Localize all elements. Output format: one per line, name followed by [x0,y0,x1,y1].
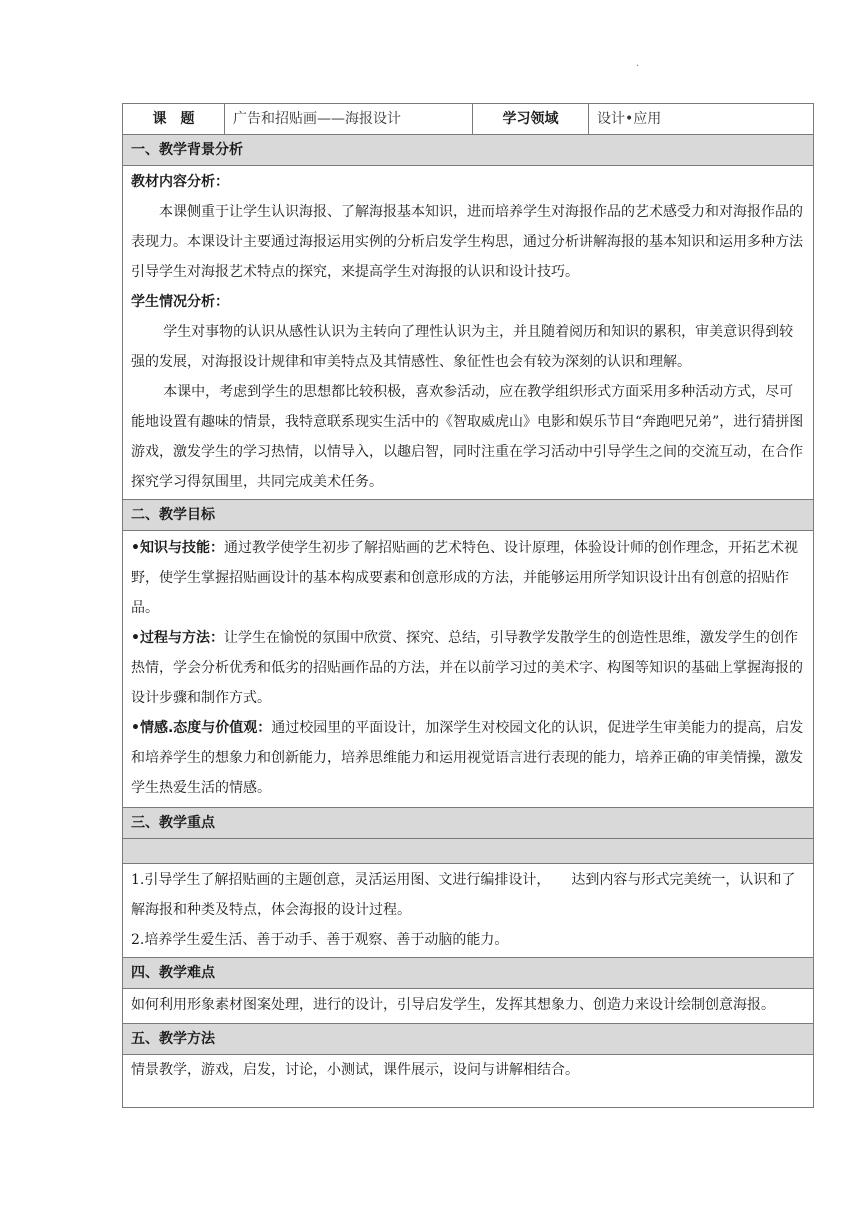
section-body-background [123,166,814,500]
section-title-key-points: 三、教学重点 [123,808,814,839]
section-body-difficulties [123,989,814,1024]
goal-knowledge-text: 通过教学使学生初步了解招贴画的艺术特色、设计原理，体验设计师的创作理念，开拓艺术视野，使学生掌握招贴画设计的基本构成要素和创意形成的方法，并能够运用所学知识设计出有创意的招贴作品。 [131,540,798,616]
section-key-points-blank [123,839,814,864]
topic-value: 广告和招贴画——海报设计 [225,104,473,135]
difficulty-text: 如何利用形象素材图案处理，进行的设计，引导启发学生，发挥其想象力、创造力来设计绘制创意海报。 [131,997,775,1013]
key-point-2: 2.培养学生爱生活、善于动手、善于观察、善于动脑的能力。 [131,932,509,948]
paragraph-textbook: 本课侧重于让学生认识海报、了解海报基本知识，进而培养学生对海报作品的艺术感受力和对海报作品的表现力。本课设计主要通过海报运用实例的分析启发学生构思，通过分析讲解海报的基本知识和运用多种方法引导学生对海报艺术特点的探究，来提高学生对海报的认识和设计技巧。 [131,204,803,280]
goal-emotion-text: 通过校园里的平面设计，加深学生对校园文化的认识，促进学生审美能力的提高，启发和培养学生的想象力和创新能力，培养思维能力和运用视觉语言进行表现的能力，培养正确的审美情操，激发学生热爱生活的情感。 [131,720,804,796]
subheading-students: 学生情况分析： [131,294,229,310]
domain-label: 学习领域 [473,104,589,135]
section-body-methods [123,1055,814,1108]
goal-emotion [131,713,805,803]
topic-label: 课 题 [123,104,225,135]
header-dot: . [636,58,640,69]
goal-process-label: •过程与方法： [131,630,224,646]
methods-text: 情景教学，游戏，启发，讨论，小测试，课件展示，设问与讲解相结合。 [131,1062,579,1078]
section-title-goals: 二、教学目标 [123,500,814,531]
paragraph-students-1: 学生对事物的认识从感性认识为主转向了理性认识为主，并且随着阅历和知识的累积，审美意识得到较强的发展，对海报设计规律和审美特点及其情感性、象征性也会有较为深刻的认识和理解。 [131,324,794,370]
goal-process [131,623,805,713]
lesson-plan-table [122,103,814,1108]
domain-value: 设计•应用 [589,104,814,135]
goal-process-text: 让学生在愉悦的氛围中欣赏、探究、总结，引导教学发散学生的创造性思维，激发学生的创作热情，学会分析优秀和低劣的招贴画作品的方法，并在以前学习过的美术字、构图等知识的基础上掌握海报的设计步骤和制作方式。 [131,630,803,706]
goal-knowledge-label: •知识与技能： [131,540,224,556]
section-title-background: 一、教学背景分析 [123,135,814,166]
section-title-methods: 五、教学方法 [123,1024,814,1055]
subheading-textbook: 教材内容分析： [131,174,229,190]
paragraph-students-2: 本课中，考虑到学生的思想都比较积极，喜欢参活动，应在教学组织形式方面采用多种活动方式，尽可能地设置有趣味的情景，我特意联系现实生活中的《智取威虎山》电影和娱乐节目“奔跑吧兄弟”，进行猜拼图游戏，激发学生的学习热情，以情导入，以趣启智，同时注重在学习活动中引导学生之间的交流互动，在合作探究学习得氛围里，共同完成美术任务。 [131,384,804,490]
goal-emotion-label: •情感.态度与价值观： [131,720,272,736]
section-body-key-points [123,864,814,958]
section-title-difficulties: 四、教学难点 [123,958,814,989]
goal-knowledge [131,533,805,623]
topic-row [123,104,814,135]
key-point-1: 1.引导学生了解招贴画的主题创意，灵活运用图、文进行编排设计， 达到内容与形式完美统一，认识和了解海报和种类及特点，体会海报的设计过程。 [131,872,796,918]
section-body-goals [123,531,814,808]
